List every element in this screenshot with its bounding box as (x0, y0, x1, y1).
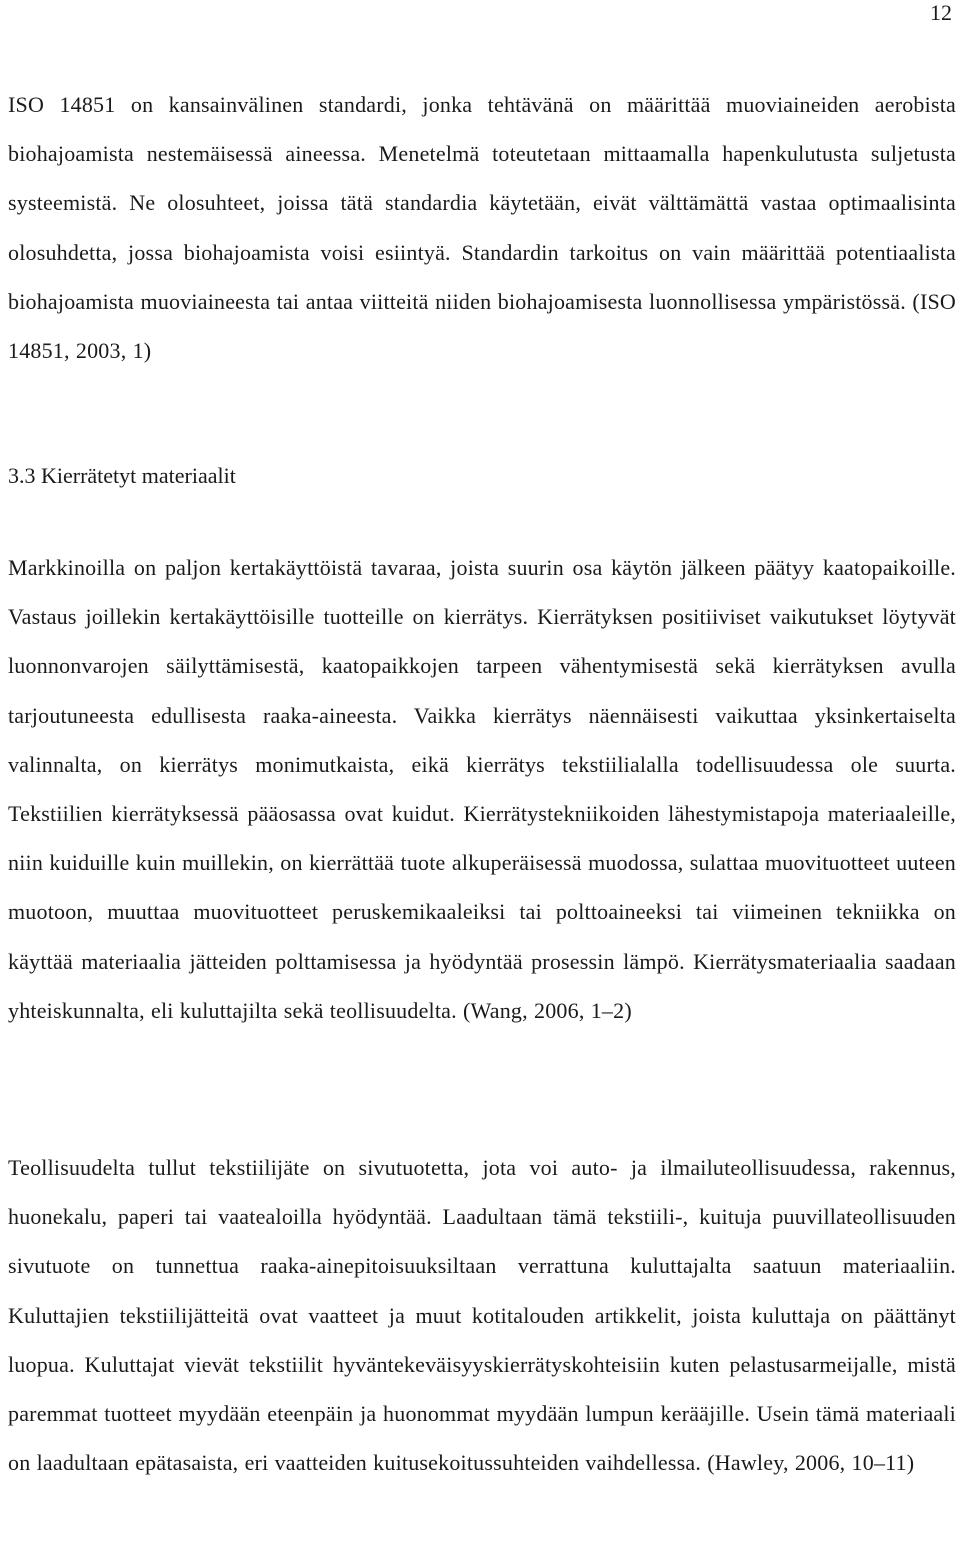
paragraph-recycling: Markkinoilla on paljon kertakäyttöistä tavaraa, joista suurin osa käytön jälkeen päätyy kaatopaikoille. Vastaus joillekin kertakäyttöisille tuotteille on kierrätys. Kierrätyksen positiiviset vaikutukset löytyvät luonnonvarojen säilyttämisestä, kaatopaikkojen tarpeen vähentymisestä sekä kierrätyksen avulla tarjoutuneesta edullisesta raaka-aineesta. Vaikka kierrätys näennäisesti vaikuttaa yksinkertaiselta valinnalta, on kierrätys monimutkaista, eikä kierrätys tekstiilialalla todellisuudessa ole suurta. Tekstiilien kierrätyksessä pääosassa ovat kuidut. Kierrätystekniikoiden lähestymistapoja materiaaleille, niin kuiduille kuin muillekin, on kierrättää tuote alkuperäisessä muodossa, sulattaa muovituotteet uuteen muotoon, muuttaa muovituotteet peruskemikaaleiksi tai polttoaineeksi tai viimeinen tekniikka on käyttää materiaalia jätteiden polttamisessa ja hyödyntää prosessin lämpö. Kierrätysmateriaalia saadaan yhteiskunnalta, eli kuluttajilta sekä teollisuudelta. (Wang, 2006, 1–2) (8, 555, 956, 1023)
paragraph-textile-waste: Teollisuudelta tullut tekstiilijäte on sivutuotetta, jota voi auto- ja ilmailuteollisuudessa, rakennus, huonekalu, paperi tai vaatealoilla hyödyntää. Laadultaan tämä tekstiili-, kuituja puuvillateollisuuden sivutuote on tunnettua raaka-ainepitoisuuksiltaan verrattuna kuluttajalta saatuun materiaaliin. Kuluttajien tekstiilijätteitä ovat vaatteet ja muut kotitalouden artikkelit, joista kuluttaja on päättänyt luopua. Kuluttajat vievät tekstiilit hyväntekeväisyyskierrätyskohteisiin kuten pelastusarmeijalle, mistä paremmat tuotteet myydään eteenpäin ja huonommat myydään lumpun kerääjille. Usein tämä materiaali on laadultaan epätasaista, eri vaatteiden kuitusekoitussuhteiden vaihdellessa. (Hawley, 2006, 10–11) (8, 1155, 956, 1476)
page-number: 12 (930, 0, 952, 25)
section-heading-recycled-materials: 3.3 Kierrätetyt materiaalit (8, 463, 236, 488)
paragraph-iso-14851: ISO 14851 on kansainvälinen standardi, jonka tehtävänä on määrittää muoviaineiden aerobista biohajoamista nestemäisessä aineessa. Menetelmä toteutetaan mittaamalla hapenkulutusta suljetusta systeemistä. Ne olosuhteet, joissa tätä standardia käytetään, eivät välttämättä vastaa optimaalisinta olosuhdetta, jossa biohajoamista voisi esiintyä. Standardin tarkoitus on vain määrittää potentiaalista biohajoamista muoviaineesta tai antaa viitteitä niiden biohajoamisesta luonnollisessa ympäristössä. (ISO 14851, 2003, 1) (8, 92, 956, 364)
